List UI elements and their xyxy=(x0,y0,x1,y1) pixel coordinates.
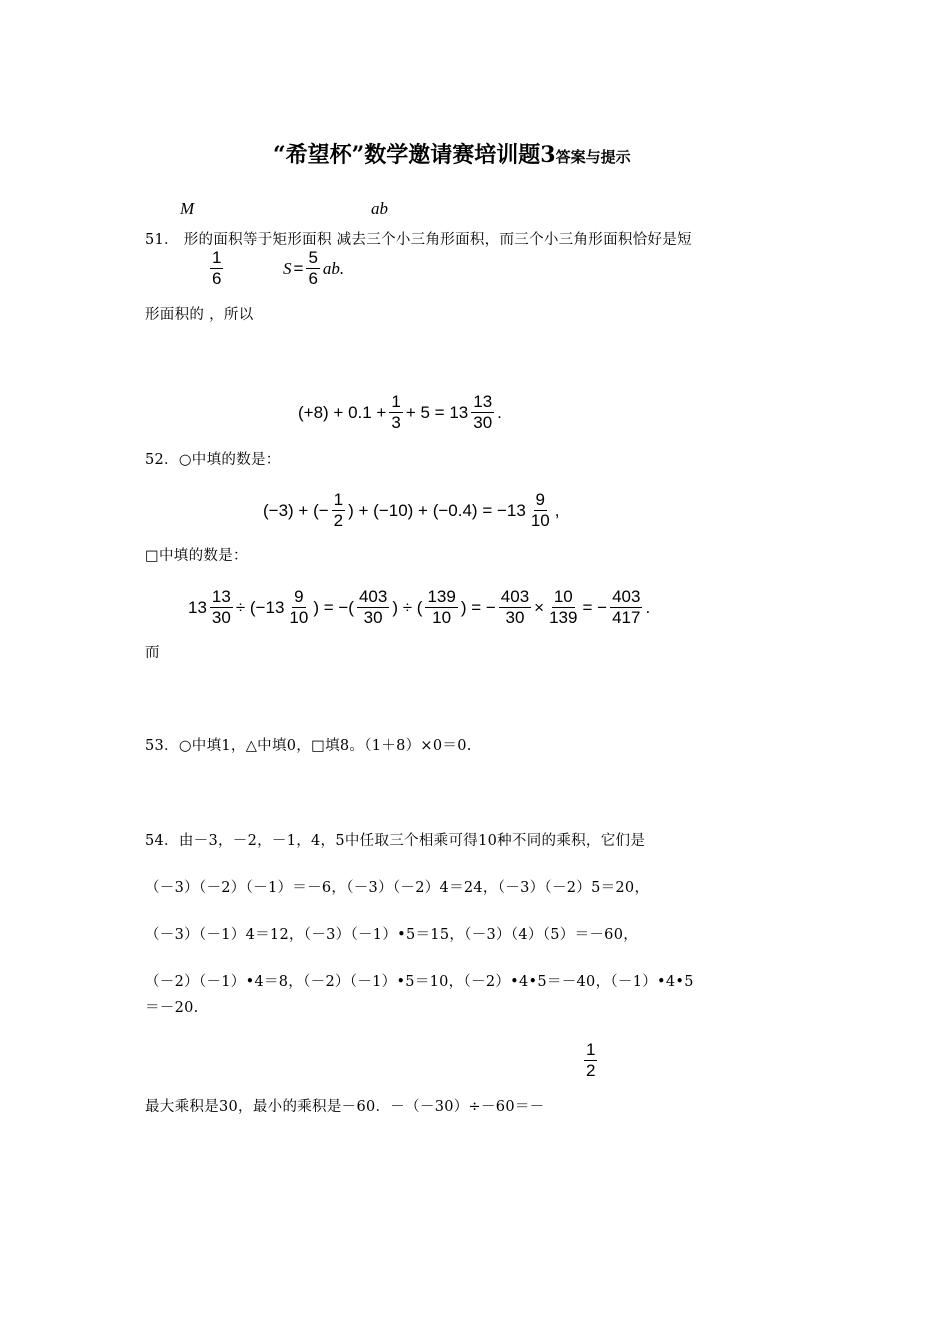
denominator: 3 xyxy=(391,413,401,432)
answer-54-line3: （－3）（－1）4＝12，（－3）（－1）•5＝15，（－3）（4）（5）＝－60， xyxy=(145,927,639,943)
answer-54-line5: ＝－20. xyxy=(145,1000,199,1016)
expr-part: (−3) + (− xyxy=(263,500,329,520)
answer-54-line1: 54．由－3，－2，－1，4，5中任取三个相乘可得10种不同的乘积，它们是 xyxy=(145,833,646,849)
label-m: M xyxy=(180,199,195,218)
numerator: 139 xyxy=(427,587,456,606)
expr-end: , xyxy=(554,500,560,520)
numerator: 10 xyxy=(553,587,573,606)
expr-end: . xyxy=(645,597,651,617)
answer-54-line6: 最大乘积是30，最小的乘积是－60．－（－30）÷－60＝－ xyxy=(145,1099,545,1115)
expr-part: (+8) + 0.1 + xyxy=(298,402,387,422)
answer-52-line2: □中填的数是： xyxy=(145,548,248,564)
times-sign: × xyxy=(534,597,545,617)
expr-part: + 5 = 13 xyxy=(405,402,469,422)
answer-54-line2: （－3）（－2）（－1）＝－6，（－3）（－2）4＝24，（－3）（－2）5＝20， xyxy=(145,880,650,896)
denominator: 30 xyxy=(505,608,525,627)
denominator: 417 xyxy=(612,608,641,627)
denominator: 10 xyxy=(530,511,550,530)
equals-sign: = xyxy=(293,258,304,278)
numerator: 5 xyxy=(308,248,318,267)
fraction xyxy=(424,587,458,628)
fraction-one-sixth xyxy=(208,248,225,289)
fraction xyxy=(209,248,224,289)
fraction xyxy=(331,490,346,531)
fraction xyxy=(498,587,532,628)
denominator: 30 xyxy=(211,608,231,627)
expr-part: ) + (−10) + (−0.4) = −13 xyxy=(348,500,526,520)
numerator: 13 xyxy=(211,587,231,606)
title-suffix: 答案与提示 xyxy=(555,148,631,166)
equation-52-circle xyxy=(262,490,560,531)
fraction xyxy=(609,587,643,628)
expr-part: 13 xyxy=(188,597,207,617)
fraction xyxy=(546,587,580,628)
equation-51 xyxy=(297,392,503,433)
numerator: 13 xyxy=(473,392,493,411)
numerator: 1 xyxy=(586,1040,596,1059)
page-title xyxy=(273,138,631,169)
numerator: 9 xyxy=(535,490,545,509)
equation-52-square xyxy=(187,587,651,628)
fraction xyxy=(356,587,390,628)
answer-52-line1: 52．○中填的数是： xyxy=(145,452,281,468)
fraction xyxy=(209,587,234,628)
numerator: 403 xyxy=(500,587,530,606)
title-main: “希望杯”数学邀请赛培训题3 xyxy=(273,142,556,168)
expr-part: ) = −( xyxy=(313,597,354,617)
fraction xyxy=(470,392,495,433)
denominator: 30 xyxy=(473,413,493,432)
fraction-one-half xyxy=(582,1040,599,1081)
numerator: 403 xyxy=(358,587,388,606)
variable-ab: ab. xyxy=(322,258,345,278)
denominator: 10 xyxy=(432,608,452,627)
expr-part: ) = − xyxy=(460,597,496,617)
expr-part: ) ÷ ( xyxy=(392,597,423,617)
area-formula xyxy=(282,248,345,289)
denominator: 30 xyxy=(363,608,383,627)
denominator: 139 xyxy=(549,608,578,627)
fraction xyxy=(583,1040,598,1081)
answer-51-line2: 形面积的 ，所以 xyxy=(145,307,254,323)
answer-53: 53．○中填1，△中填0，□填8。（1＋8）×0＝0. xyxy=(145,738,472,754)
expr-part: ÷ (−13 xyxy=(235,597,285,617)
denominator: 10 xyxy=(289,608,309,627)
numerator: 403 xyxy=(612,587,641,606)
expr-end: . xyxy=(497,402,502,422)
denominator: 2 xyxy=(333,511,344,530)
expr-part: = − xyxy=(582,597,608,617)
fraction xyxy=(388,392,403,433)
denominator: 6 xyxy=(212,269,222,288)
fraction xyxy=(305,248,320,289)
numerator: 1 xyxy=(333,490,344,509)
fraction xyxy=(286,587,311,628)
numerator: 1 xyxy=(391,392,401,411)
label-ab: ab xyxy=(371,199,388,218)
denominator: 6 xyxy=(308,269,318,288)
numerator: 1 xyxy=(212,248,222,267)
answer-51-line1: 51． 形的面积等于矩形面积 减去三个小三角形面积，而三个小三角形面积恰好是短 xyxy=(145,232,692,248)
answer-54-line4: （－2）（－1）•4＝8，（－2）（－1）•5＝10，（－2）•4•5＝－40，（－1）•4•5 xyxy=(145,974,694,990)
numerator: 9 xyxy=(294,587,304,606)
answer-52-line3: 而 xyxy=(145,645,160,661)
denominator: 2 xyxy=(586,1061,596,1080)
fraction xyxy=(528,490,553,531)
variable-s: S xyxy=(283,258,292,278)
